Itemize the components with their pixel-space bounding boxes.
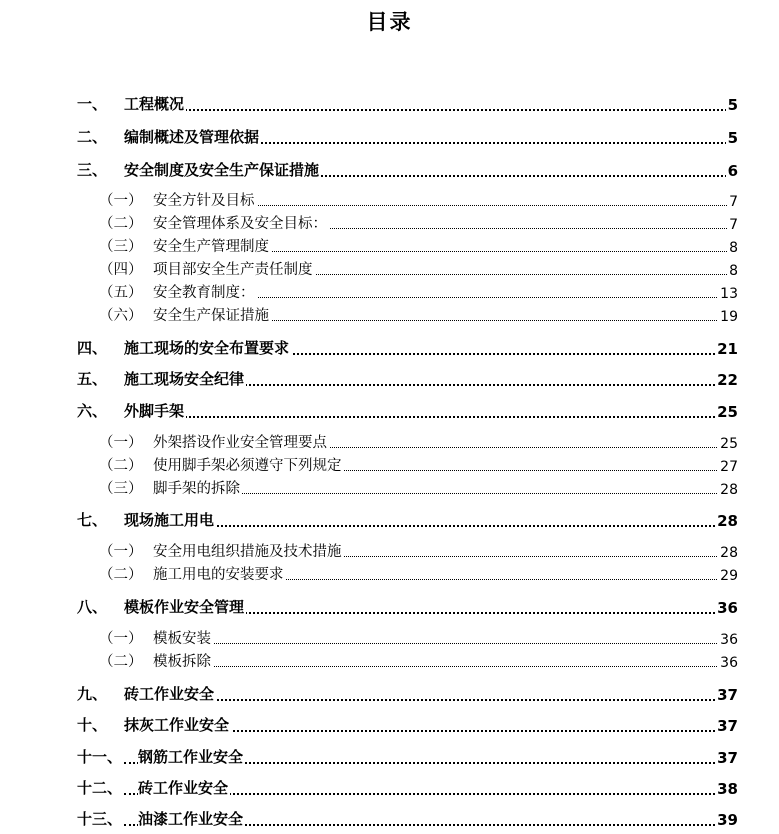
- toc-entry[interactable]: [0, 257, 779, 279]
- dot-leader: [153, 666, 735, 667]
- toc-entry-page: 5: [727, 129, 738, 147]
- toc-entry-number: （一）: [99, 631, 143, 647]
- toc-entry-number: 十、: [77, 716, 108, 734]
- toc-entry-page: 29: [720, 568, 738, 584]
- toc-entry[interactable]: [0, 188, 779, 210]
- toc-entry[interactable]: [0, 453, 779, 475]
- toc-entry-text: 模板作业安全管理: [124, 598, 245, 616]
- toc-entry[interactable]: [0, 303, 779, 325]
- toc-entry-text: 安全管理体系及安全目标：: [153, 212, 329, 233]
- toc-entry[interactable]: [0, 508, 779, 530]
- toc-entry-text: 外架搭设作业安全管理要点: [153, 431, 329, 452]
- toc-entry-text: 使用脚手架必须遵守下列规定: [153, 454, 344, 475]
- toc-entry-number: 九、: [77, 685, 108, 703]
- toc-entry-number: （一）: [99, 435, 143, 451]
- toc-entry-number: （一）: [99, 544, 143, 560]
- toc-entry-number: 四、: [77, 339, 108, 357]
- toc-entry-page: 36: [720, 632, 738, 648]
- toc-entry-text: 工程概况: [124, 95, 185, 113]
- toc-entry[interactable]: [0, 649, 779, 671]
- dot-leader: [153, 643, 735, 644]
- toc-entry-page: 38: [717, 780, 738, 798]
- toc-entry-page: 21: [717, 340, 738, 358]
- toc-entry-page: 5: [727, 96, 738, 114]
- toc-entry[interactable]: [0, 399, 779, 421]
- toc-entry-page: 13: [720, 286, 738, 302]
- toc-entry-text: 现场施工用电: [124, 511, 215, 529]
- toc-entry-page: 8: [729, 263, 738, 279]
- toc-entry[interactable]: [0, 595, 779, 617]
- toc-entry-page: 36: [717, 599, 738, 617]
- toc-entry-number: （二）: [99, 567, 143, 583]
- toc-entry-text: 安全生产保证措施: [153, 304, 271, 325]
- toc-entry-text: 砖工作业安全: [138, 779, 229, 797]
- toc-entry-number: （二）: [99, 216, 143, 232]
- toc-entry[interactable]: [0, 776, 779, 798]
- toc-entry[interactable]: [0, 476, 779, 498]
- toc-entry-text: 安全生产管理制度: [153, 235, 271, 256]
- dot-leader: [124, 109, 735, 111]
- toc-entry[interactable]: [0, 211, 779, 233]
- toc-entry[interactable]: [0, 626, 779, 648]
- toc-entry[interactable]: [0, 539, 779, 561]
- toc-entry-page: 25: [720, 436, 738, 452]
- toc-entry-text: 施工用电的安装要求: [153, 563, 286, 584]
- toc-entry-number: （二）: [99, 654, 143, 670]
- toc-entry-page: 28: [720, 545, 738, 561]
- toc-entry-number: 三、: [77, 161, 108, 179]
- toc-entry-number: （五）: [99, 285, 143, 301]
- toc-entry[interactable]: [0, 562, 779, 584]
- toc-entry-number: （三）: [99, 481, 143, 497]
- toc-entry-text: 砖工作业安全: [124, 685, 215, 703]
- toc-entry[interactable]: [0, 713, 779, 735]
- toc-entry-number: 十二、: [77, 779, 123, 797]
- toc-entry-number: （三）: [99, 239, 143, 255]
- toc-entry-text: 施工现场的安全布置要求: [124, 339, 290, 357]
- toc-entry-number: （二）: [99, 458, 143, 474]
- toc-entry-page: 8: [729, 240, 738, 256]
- toc-entry[interactable]: [0, 280, 779, 302]
- toc-entry-number: （六）: [99, 308, 143, 324]
- toc-entry-number: 七、: [77, 511, 108, 529]
- toc-entry-number: 二、: [77, 128, 108, 146]
- toc-entry-page: 22: [717, 371, 738, 389]
- toc-title: 目录: [366, 10, 413, 34]
- toc-entry-number: 五、: [77, 370, 108, 388]
- toc-entry-page: 37: [717, 749, 738, 767]
- toc-entry[interactable]: [0, 234, 779, 256]
- toc-entry-page: 19: [720, 309, 738, 325]
- toc-entry[interactable]: [0, 92, 779, 114]
- toc-entry-page: 28: [720, 482, 738, 498]
- toc-entry-number: 十一、: [77, 748, 123, 766]
- toc-entry-text: 外脚手架: [124, 402, 185, 420]
- toc-entry-page: 27: [720, 459, 738, 475]
- toc-entry-page: 28: [717, 512, 738, 530]
- toc-entry[interactable]: [0, 807, 779, 829]
- toc-entry-text: 安全用电组织措施及技术措施: [153, 540, 344, 561]
- toc-entry[interactable]: [0, 158, 779, 180]
- toc-entry-text: 安全制度及安全生产保证措施: [124, 161, 320, 179]
- toc-entry-page: 7: [729, 217, 738, 233]
- toc-entry-text: 模板拆除: [153, 650, 213, 671]
- toc-entry-page: 36: [720, 655, 738, 671]
- toc-entry-number: 六、: [77, 402, 108, 420]
- toc-entry[interactable]: [0, 336, 779, 358]
- toc-entry-text: 脚手架的拆除: [153, 477, 242, 498]
- toc-entry-text: 编制概述及管理依据: [124, 128, 260, 146]
- toc-entry[interactable]: [0, 367, 779, 389]
- toc-entry-text: 安全教育制度：: [153, 281, 257, 302]
- toc-entry-page: 6: [727, 162, 738, 180]
- toc-entry[interactable]: [0, 125, 779, 147]
- toc-entry-page: 37: [717, 717, 738, 735]
- toc-entry-text: 模板安装: [153, 627, 213, 648]
- toc-entry-page: 37: [717, 686, 738, 704]
- toc-entry-number: 八、: [77, 598, 108, 616]
- toc-entry-text: 钢筋工作业安全: [138, 748, 244, 766]
- toc-entry-page: 7: [729, 194, 738, 210]
- toc-entry-page: 39: [717, 811, 738, 829]
- toc-entry-text: 项目部安全生产责任制度: [153, 258, 315, 279]
- toc-entry-page: 25: [717, 403, 738, 421]
- toc-entry[interactable]: [0, 682, 779, 704]
- dot-leader: [124, 416, 735, 418]
- toc-entry-text: 抹灰工作业安全: [124, 716, 230, 734]
- toc-entry-number: （一）: [99, 193, 143, 209]
- toc-entry-number: 一、: [77, 95, 108, 113]
- toc-entry[interactable]: [0, 745, 779, 767]
- toc-entry-text: 施工现场安全纪律: [124, 370, 245, 388]
- toc-entry-number: 十三、: [77, 810, 123, 828]
- toc-entry-text: 油漆工作业安全: [138, 810, 244, 828]
- toc-entry-text: 安全方针及目标: [153, 189, 257, 210]
- toc-entry-number: （四）: [99, 262, 143, 278]
- toc-entry[interactable]: [0, 430, 779, 452]
